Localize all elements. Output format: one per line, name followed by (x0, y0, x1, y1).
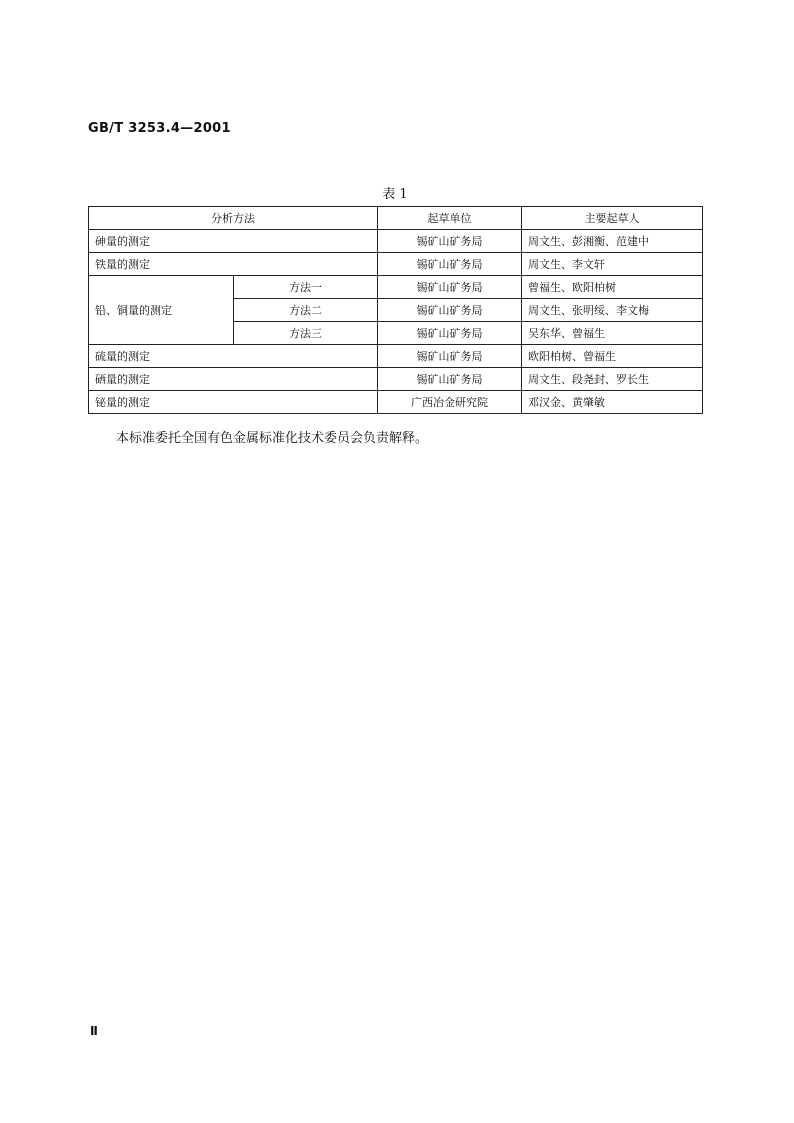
table-row (89, 391, 703, 414)
interpretation-note: 本标准委托全国有色金属标准化技术委员会负责解释。 (116, 431, 429, 446)
table-row (89, 276, 703, 299)
sub-method-cell: 方法二 (234, 299, 378, 322)
standard-number: GB/T 3253.4—2001 (88, 121, 231, 136)
unit-cell: 锡矿山矿务局 (378, 368, 522, 391)
drafters-cell: 邓汉金、黄肇敏 (522, 391, 703, 414)
unit-cell: 锡矿山矿务局 (378, 299, 522, 322)
unit-cell: 锡矿山矿务局 (378, 322, 522, 345)
method-cell: 铅、铜量的测定 (89, 276, 234, 345)
drafters-cell: 欧阳柏树、曾福生 (522, 345, 703, 368)
drafters-table (88, 206, 703, 414)
method-cell: 铁量的测定 (89, 253, 378, 276)
table-header-row (89, 207, 703, 230)
sub-method-cell: 方法三 (234, 322, 378, 345)
table-row (89, 368, 703, 391)
table-row (89, 253, 703, 276)
drafters-cell: 周文生、张明绥、李文梅 (522, 299, 703, 322)
drafters-cell: 周文生、李文轩 (522, 253, 703, 276)
unit-cell: 锡矿山矿务局 (378, 345, 522, 368)
method-cell: 硒量的测定 (89, 368, 378, 391)
method-cell: 铋量的测定 (89, 391, 378, 414)
drafters-cell: 曾福生、欧阳柏树 (522, 276, 703, 299)
header-method: 分析方法 (89, 207, 378, 230)
drafters-cell: 周文生、彭湘衡、范建中 (522, 230, 703, 253)
page-number: Ⅱ (90, 1024, 98, 1038)
unit-cell: 锡矿山矿务局 (378, 230, 522, 253)
unit-cell: 广西冶金研究院 (378, 391, 522, 414)
method-cell: 砷量的测定 (89, 230, 378, 253)
table-caption: 表 1 (382, 187, 408, 202)
sub-method-cell: 方法一 (234, 276, 378, 299)
header-main-drafters: 主要起草人 (522, 207, 703, 230)
header-drafting-unit: 起草单位 (378, 207, 522, 230)
table-row (89, 345, 703, 368)
unit-cell: 锡矿山矿务局 (378, 253, 522, 276)
method-cell: 硫量的测定 (89, 345, 378, 368)
drafters-cell: 吴东华、曾福生 (522, 322, 703, 345)
table-row (89, 230, 703, 253)
unit-cell: 锡矿山矿务局 (378, 276, 522, 299)
drafters-cell: 周文生、段尧封、罗长生 (522, 368, 703, 391)
